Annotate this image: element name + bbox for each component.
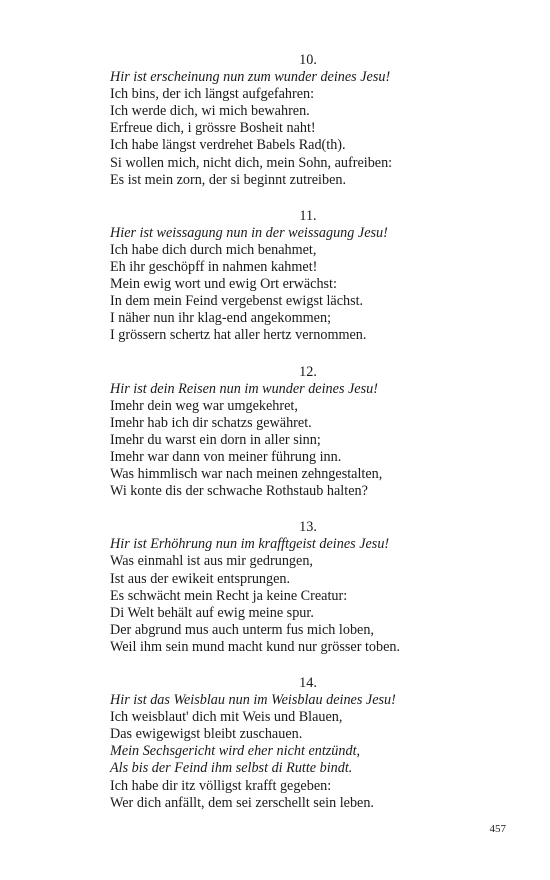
stanza-number: 13. — [299, 519, 317, 536]
verse-line: Imehr du warst ein dorn in aller sinn; — [110, 431, 321, 448]
italic-verse-line: Hir ist dein Reisen nun im wunder deines Jesu! — [110, 380, 378, 397]
italic-verse-line: Als bis der Feind ihm selbst di Rutte bindt. — [110, 760, 353, 777]
italic-verse-line: Hir ist Erhöhrung nun im krafftgeist deines Jesu! — [110, 536, 390, 553]
verse-line: Weil ihm sein mund macht kund nur grösser toben. — [110, 638, 401, 655]
stanza — [110, 208, 510, 345]
italic-verse-line: Hier ist weissagung nun in der weissagung Jesu! — [110, 224, 388, 241]
verse-line: I grössern schertz hat aller hertz vernommen. — [110, 327, 367, 344]
stanza-number: 14. — [299, 675, 317, 691]
verse-line: Ist aus der ewikeit entsprungen. — [110, 570, 291, 587]
verse-line: Wer dich anfällt, dem sei zerschellt sein leben. — [110, 794, 374, 811]
stanza-number: 11. — [299, 207, 317, 224]
stanza — [110, 675, 510, 812]
stanza-number: 10. — [299, 52, 317, 68]
verse-line: Ich habe längst verdrehet Babels Rad(th). — [110, 137, 346, 154]
verse-line: In dem mein Feind vergebenst ewigst lächst. — [110, 293, 364, 310]
stanza — [110, 364, 510, 501]
verse-line: Imehr war dann von meiner führung inn. — [110, 448, 342, 465]
stanza-number: 12. — [299, 363, 317, 380]
stanza — [110, 52, 510, 189]
verse-line: I näher nun ihr klag-end angekommen; — [110, 310, 332, 327]
verse-line: Ich habe dich durch mich benahmet, — [110, 241, 317, 258]
verse-line: Di Welt behält auf ewig meine spur. — [110, 604, 314, 621]
verse-line: Ich habe dir itz völligst krafft gegeben: — [110, 777, 332, 794]
page-number: 457 — [489, 823, 506, 835]
stanza — [110, 519, 510, 656]
verse-line: Imehr hab ich dir schatzs gewähret. — [110, 414, 312, 431]
verse-line: Der abgrund mus auch unterm fus mich loben, — [110, 621, 374, 638]
verse-line: Mein ewig wort und ewig Ort erwächst: — [110, 276, 337, 293]
verse-line: Wi konte dis der schwache Rothstaub halten? — [110, 483, 368, 500]
verse-line: Was himmlisch war nach meinen zehngestalten, — [110, 466, 383, 483]
italic-verse-line: Hir ist erscheinung nun zum wunder deines Jesu! — [110, 69, 391, 86]
verse-line: Es schwächt mein Recht ja keine Creatur: — [110, 587, 348, 604]
verse-line: Was einmahl ist aus mir gedrungen, — [110, 553, 313, 570]
italic-verse-line: Hir ist das Weisblau nun im Weisblau deines Jesu! — [110, 692, 396, 709]
verse-line: Erfreue dich, i grössre Bosheit naht! — [110, 120, 316, 137]
verse-line: Ich bins, der ich längst aufgefahren: — [110, 86, 315, 103]
verse-line: Ich werde dich, wi mich bewahren. — [110, 103, 310, 120]
verse-line: Das ewigewigst bleibt zuschauen. — [110, 726, 303, 743]
verse-line: Eh ihr geschöpff in nahmen kahmet! — [110, 259, 318, 276]
poem-text-block — [110, 52, 510, 831]
verse-line: Si wollen mich, nicht dich, mein Sohn, aufreiben: — [110, 154, 393, 171]
italic-verse-line: Mein Sechsgericht wird eher nicht entzündt, — [110, 743, 361, 760]
verse-line: Imehr dein weg war umgekehret, — [110, 397, 298, 414]
verse-line: Ich weisblaut' dich mit Weis und Blauen, — [110, 709, 343, 726]
verse-line: Es ist mein zorn, der si beginnt zutreiben. — [110, 171, 347, 188]
